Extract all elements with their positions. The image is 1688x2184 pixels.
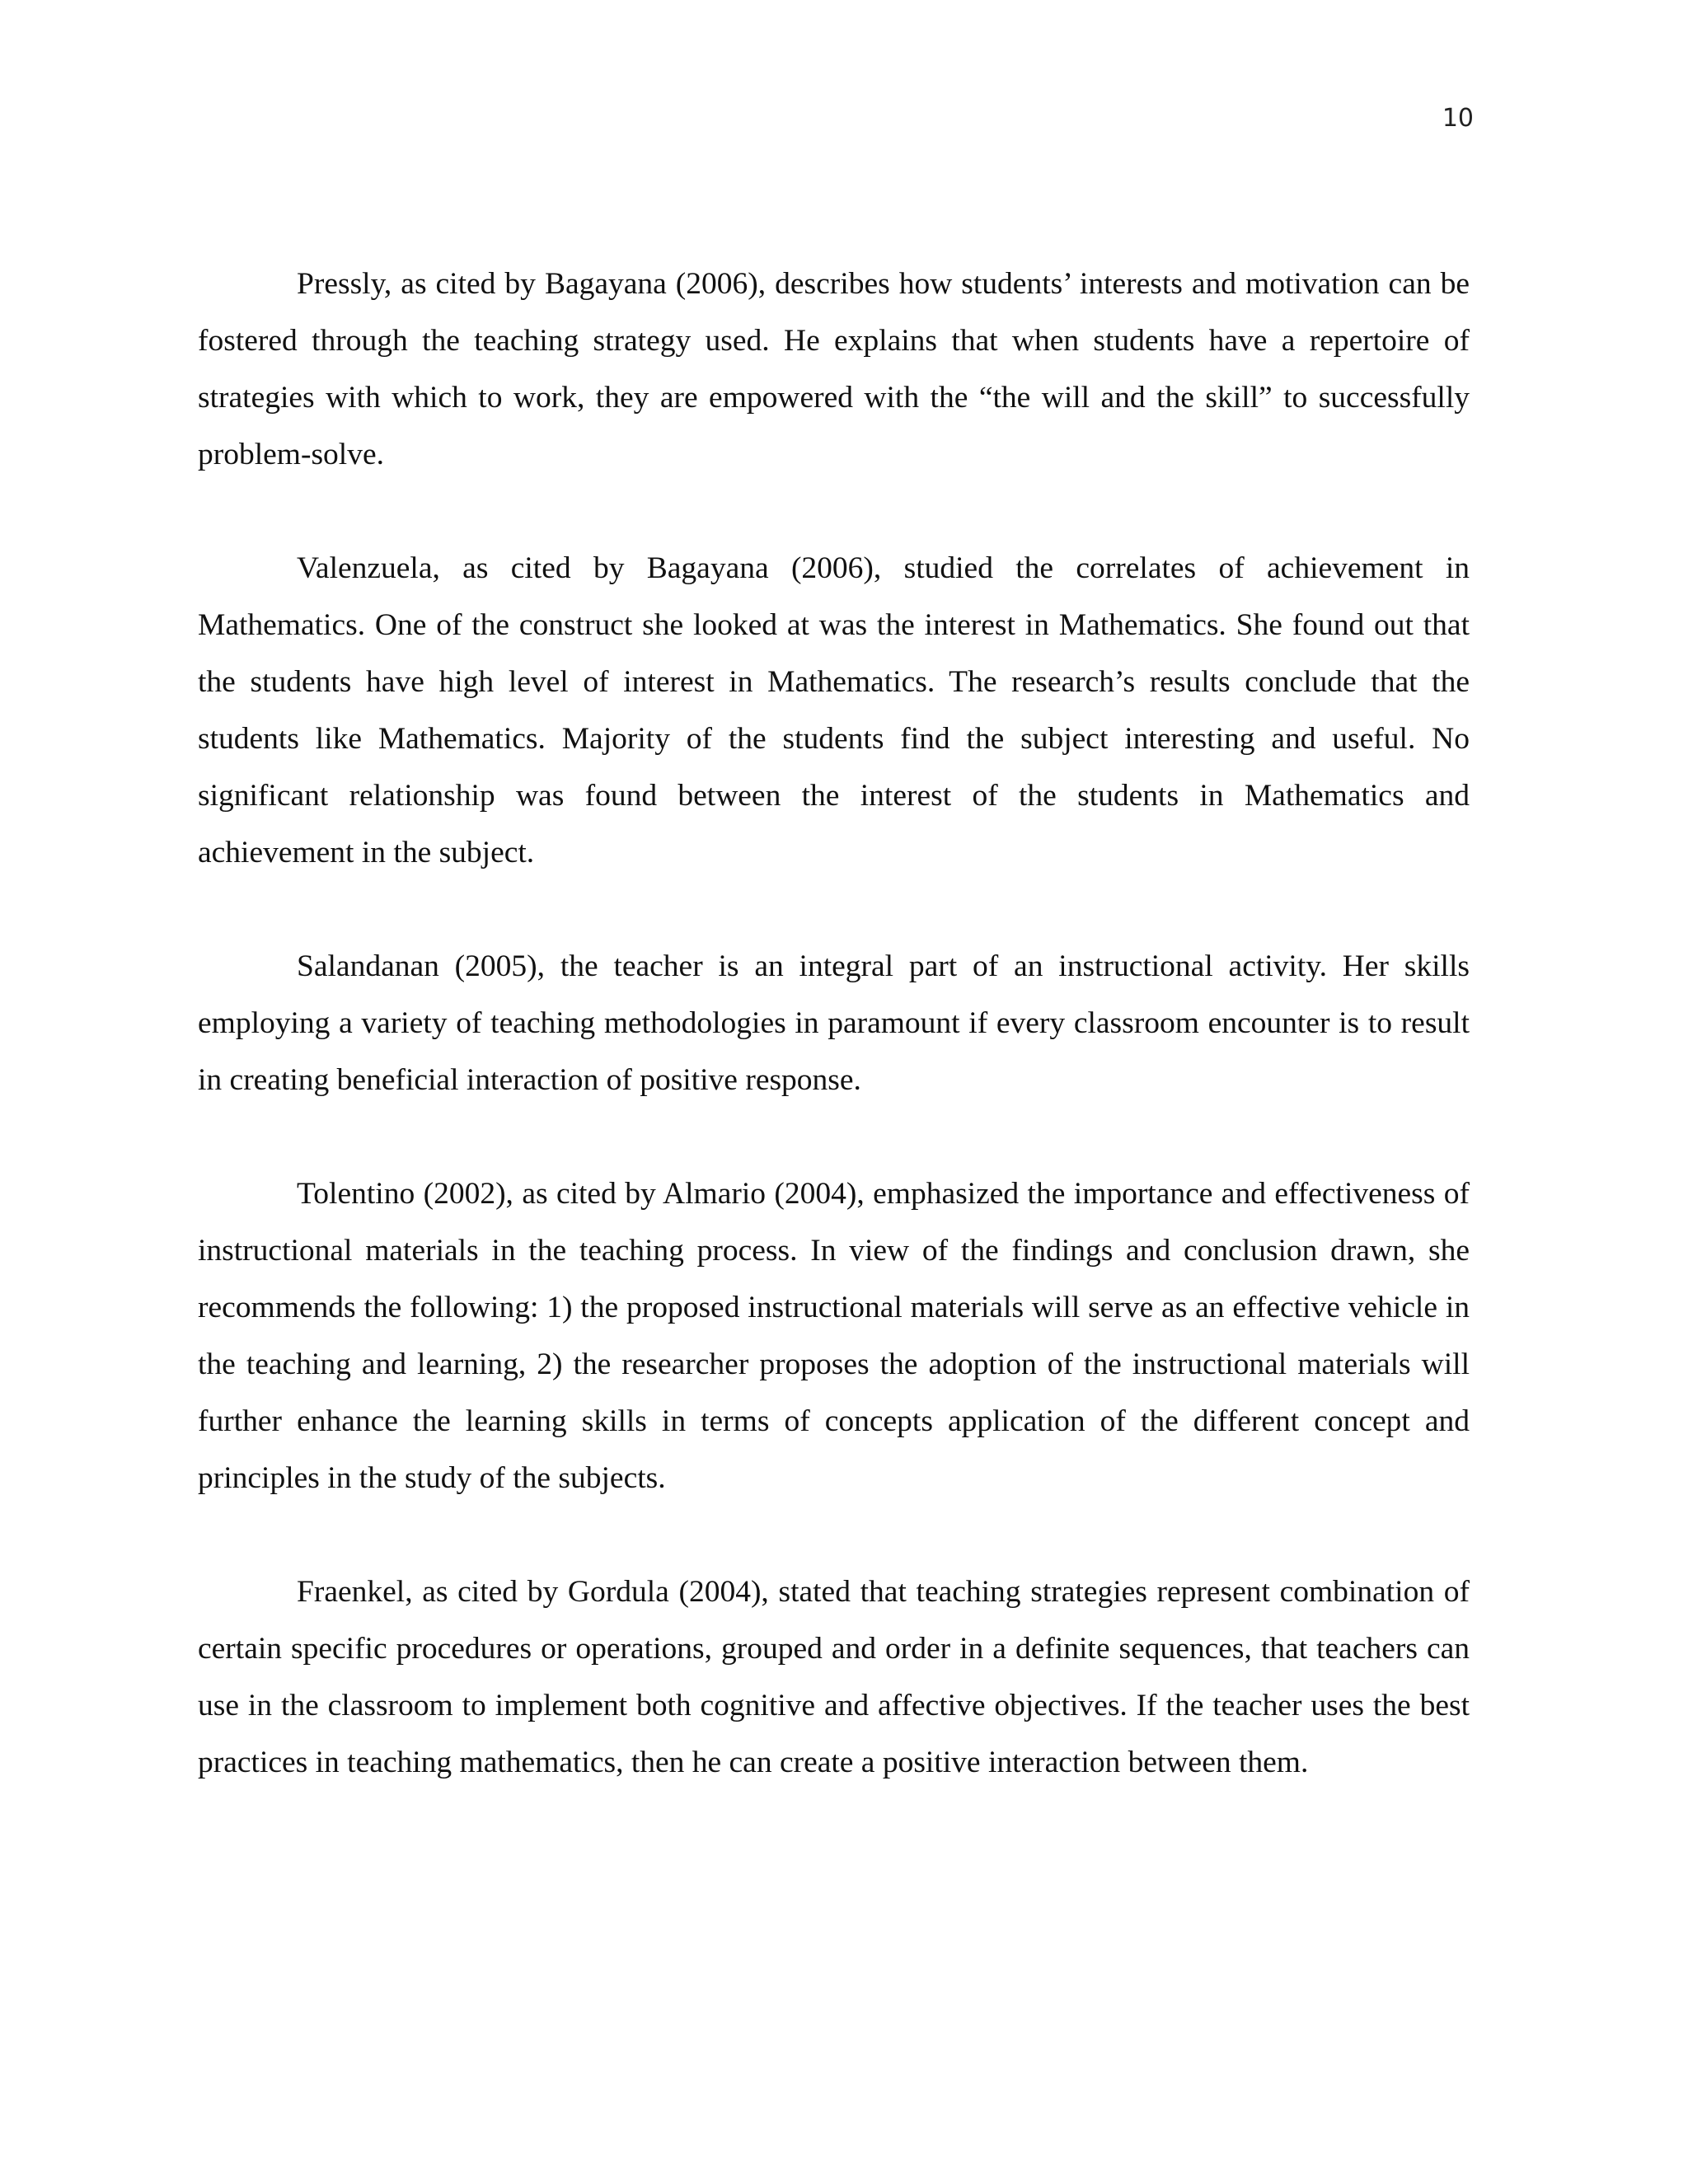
document-body [198, 255, 1470, 1791]
paragraph-fraenkel: Fraenkel, as cited by Gordula (2004), stated that teaching strategies represent combination of certain specific procedures or operations, grouped and order in a definite sequences, that teachers can use in the classroom to implement both cognitive and affective objectives. If the teacher uses the best practices in teaching mathematics, then he can create a positive interaction between them. [198, 1575, 1470, 1779]
paragraph-salandanan: Salandanan (2005), the teacher is an integral part of an instructional activity. Her skills employing a variety of teaching methodologies in paramount if every classroom encounter is to result in creating beneficial interaction of positive response. [198, 949, 1470, 1097]
paragraph-pressly: Pressly, as cited by Bagayana (2006), describes how students’ interests and motivation can be fostered through the teaching strategy used. He explains that when students have a repertoire of strategies with which to work, they are empowered with the “the will and the skill” to successfully problem-solve. [198, 267, 1470, 471]
page-number: 10 [1442, 104, 1474, 133]
paragraph-valenzuela: Valenzuela, as cited by Bagayana (2006), studied the correlates of achievement in Mathematics. One of the construct she looked at was the interest in Mathematics. She found out that the students have high level of interest in Mathematics. The research’s results conclude that the students like Mathematics. Majority of the students find the subject interesting and useful. No significant relationship was found between the interest of the students in Mathematics and achievement in the subject. [198, 551, 1470, 869]
paragraph-tolentino: Tolentino (2002), as cited by Almario (2004), emphasized the importance and effectiveness of instructional materials in the teaching process. In view of the findings and conclusion drawn, she recommends the following: 1) the proposed instructional materials will serve as an effective vehicle in the teaching and learning, 2) the researcher proposes the adoption of the instructional materials will further enhance the learning skills in terms of concepts application of the different concept and principles in the study of the subjects. [198, 1177, 1470, 1495]
